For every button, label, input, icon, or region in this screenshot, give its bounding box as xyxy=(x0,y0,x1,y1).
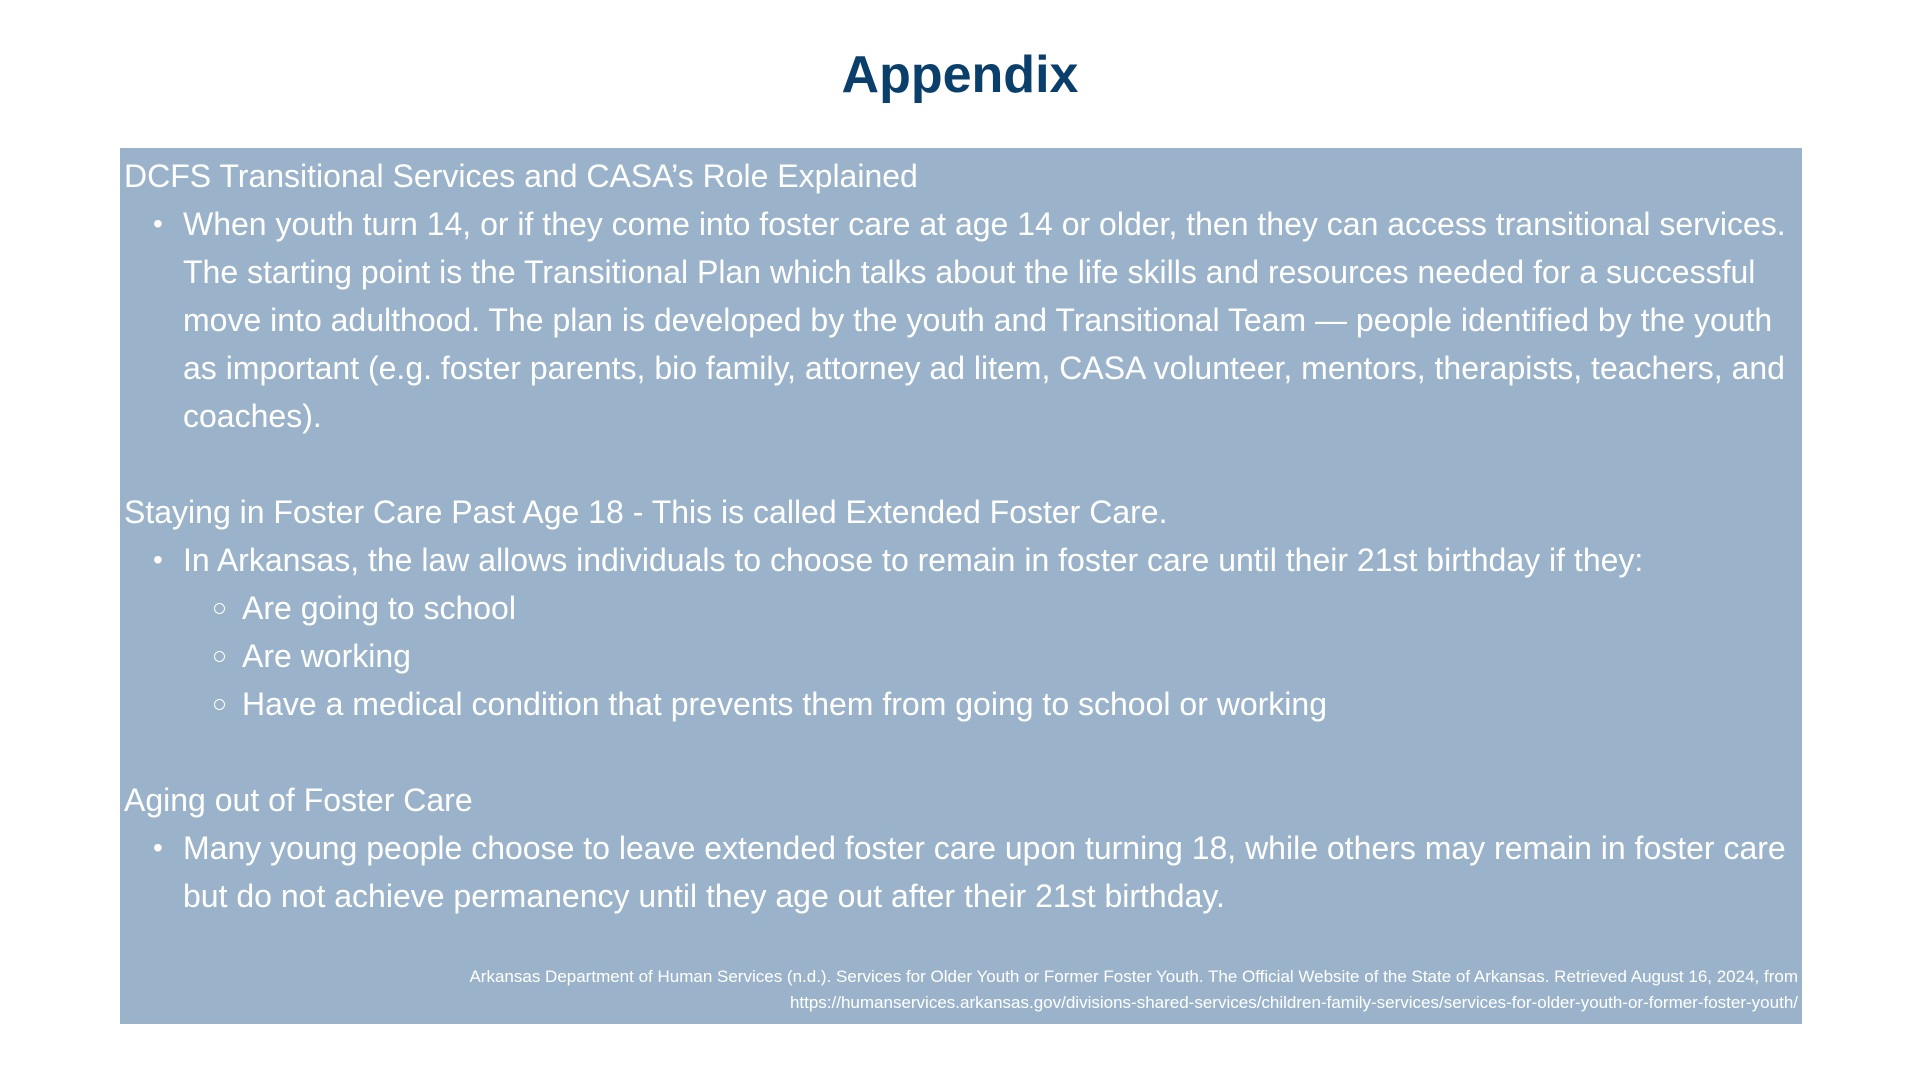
section-aging-out xyxy=(124,776,1798,920)
content-box xyxy=(120,148,1802,1024)
citation-line: Arkansas Department of Human Services (n.d.). Services for Older Youth or Former Foster Youth. The Official Website of the State of Arkansas. Retrieved August 16, 2024, from xyxy=(469,967,1798,986)
list-item: • When youth turn 14, or if they come into foster care at age 14 or older, then they can access transitional services. The starting point is the Transitional Plan which talks about the life skills and resources needed for a successful move into adulthood. The plan is developed by the youth and Transitional Team — people identified by the youth as important (e.g. foster parents, bio family, attorney ad litem, CASA volunteer, mentors, therapists, teachers, and coaches). xyxy=(183,200,1798,440)
list-item: • Many young people choose to leave extended foster care upon turning 18, while others may remain in foster care but do not achieve permanency until they age out after their 21st birthday. xyxy=(183,824,1798,920)
section-heading: Staying in Foster Care Past Age 18 - This is called Extended Foster Care. xyxy=(124,494,1168,530)
sub-list-item: Have a medical condition that prevents them from going to school or working xyxy=(242,680,1798,728)
bullet-list xyxy=(124,536,1798,728)
list-item-text: In Arkansas, the law allows individuals to choose to remain in foster care until their 21st birthday if they: xyxy=(183,542,1644,578)
citation xyxy=(469,964,1798,1016)
section-extended-foster-care xyxy=(124,488,1798,728)
section-heading: DCFS Transitional Services and CASA’s Role Explained xyxy=(124,158,918,194)
bullet-list xyxy=(124,824,1798,920)
sub-list-item: Are working xyxy=(242,632,1798,680)
citation-url: https://humanservices.arkansas.gov/divisions-shared-services/children-family-services/services-for-older-youth-or-former-foster-youth/ xyxy=(789,993,1798,1012)
sub-bullet-list xyxy=(183,584,1798,728)
section-transitional-services xyxy=(124,152,1798,440)
spacer xyxy=(124,728,1798,776)
page-title: Appendix xyxy=(841,46,1079,104)
bullet-list xyxy=(124,200,1798,440)
list-item xyxy=(183,536,1798,728)
sub-list-item: Are going to school xyxy=(242,584,1798,632)
section-heading: Aging out of Foster Care xyxy=(124,782,473,818)
spacer xyxy=(124,440,1798,488)
